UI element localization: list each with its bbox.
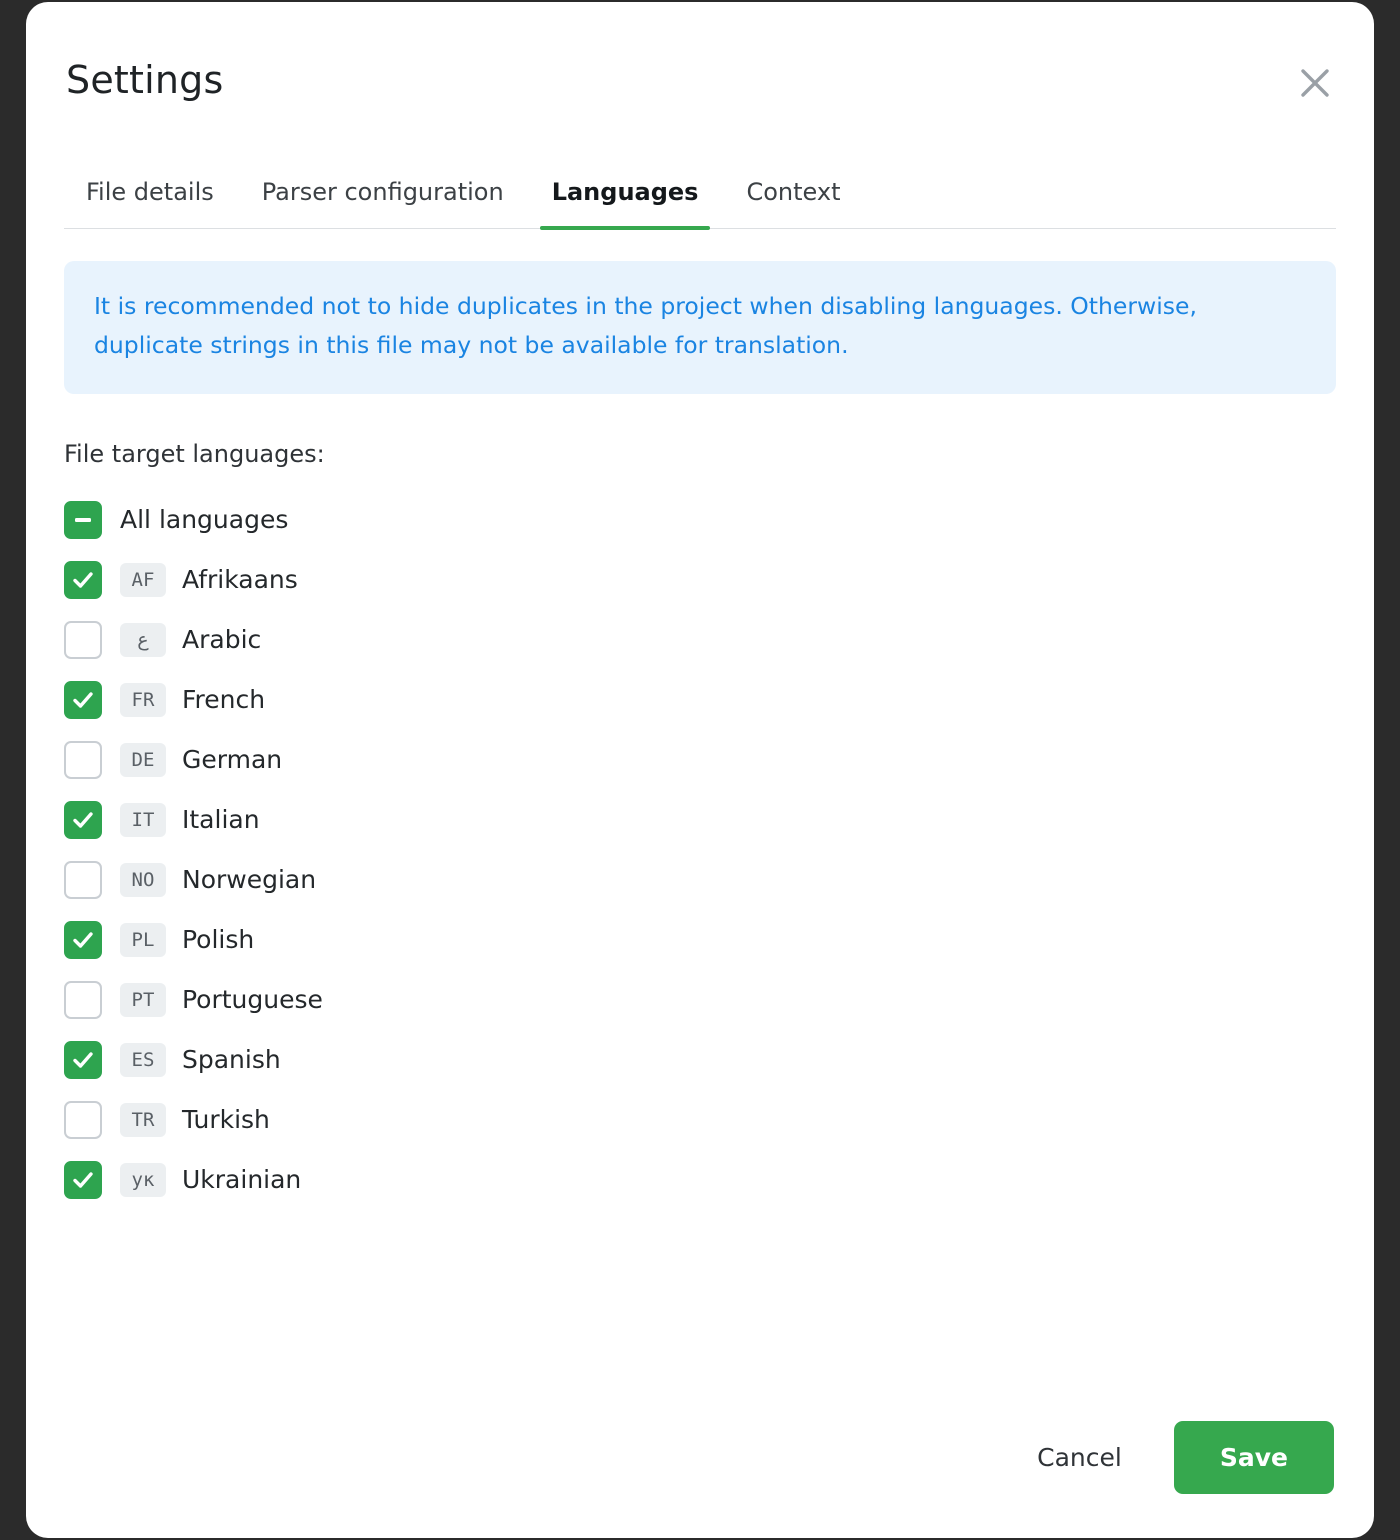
language-label-ukrainian: Ukrainian [182,1165,302,1195]
language-code-spanish: ES [120,1043,166,1077]
language-row-german[interactable] [64,730,1374,790]
language-label-norwegian: Norwegian [182,865,317,895]
cancel-button[interactable]: Cancel [1015,1427,1144,1488]
checkbox-spanish[interactable] [64,1041,102,1079]
checkbox-polish[interactable] [64,921,102,959]
language-code-german: DE [120,743,166,777]
language-code-norwegian: NO [120,863,166,897]
language-code-turkish: TR [120,1103,166,1137]
language-row-turkish[interactable] [64,1090,1374,1150]
tab-context[interactable]: Context [746,178,841,206]
language-row-spanish[interactable] [64,1030,1374,1090]
settings-dialog [26,2,1374,1538]
info-banner: It is recommended not to hide duplicates in the project when disabling languages. Otherwise, duplicate strings in this file may not be available for translation. [64,261,1336,394]
language-label-german: German [182,745,283,775]
language-label-french: French [182,685,266,715]
language-label-all: All languages [120,505,289,535]
page-title: Settings [66,58,224,102]
language-code-polish: PL [120,923,166,957]
language-list [64,490,1374,1210]
checkbox-turkish[interactable] [64,1101,102,1139]
checkbox-arabic[interactable] [64,621,102,659]
checkbox-afrikaans[interactable] [64,561,102,599]
checkbox-german[interactable] [64,741,102,779]
close-icon[interactable] [1294,62,1336,104]
checkbox-ukrainian[interactable] [64,1161,102,1199]
tab-languages[interactable]: Languages [540,178,711,228]
language-row-arabic[interactable] [64,610,1374,670]
tab-file-details[interactable]: File details [86,178,214,206]
checkbox-all-languages[interactable] [64,501,102,539]
checkbox-french[interactable] [64,681,102,719]
language-label-turkish: Turkish [182,1105,270,1135]
language-row-norwegian[interactable] [64,850,1374,910]
checkbox-italian[interactable] [64,801,102,839]
checkbox-portuguese[interactable] [64,981,102,1019]
language-row-french[interactable] [64,670,1374,730]
language-row-italian[interactable] [64,790,1374,850]
language-code-afrikaans: AF [120,563,166,597]
checkbox-norwegian[interactable] [64,861,102,899]
language-label-italian: Italian [182,805,260,835]
language-label-spanish: Spanish [182,1045,281,1075]
save-button[interactable]: Save [1174,1421,1334,1494]
dialog-footer [1015,1421,1334,1494]
language-row-afrikaans[interactable] [64,550,1374,610]
language-row-all[interactable] [64,490,1374,550]
language-code-italian: IT [120,803,166,837]
language-code-arabic: ع [120,623,166,657]
file-target-languages-label: File target languages: [64,439,325,468]
language-row-portuguese[interactable] [64,970,1374,1030]
language-label-polish: Polish [182,925,255,955]
language-row-ukrainian[interactable] [64,1150,1374,1210]
language-code-ukrainian: ук [120,1163,166,1197]
language-label-arabic: Arabic [182,625,262,655]
dialog-header [26,2,1374,102]
language-code-french: FR [120,683,166,717]
tab-parser-configuration[interactable]: Parser configuration [261,178,504,206]
language-label-portuguese: Portuguese [182,985,323,1015]
language-code-portuguese: PT [120,983,166,1017]
tab-bar [64,154,1336,229]
language-row-polish[interactable] [64,910,1374,970]
language-label-afrikaans: Afrikaans [182,565,298,595]
